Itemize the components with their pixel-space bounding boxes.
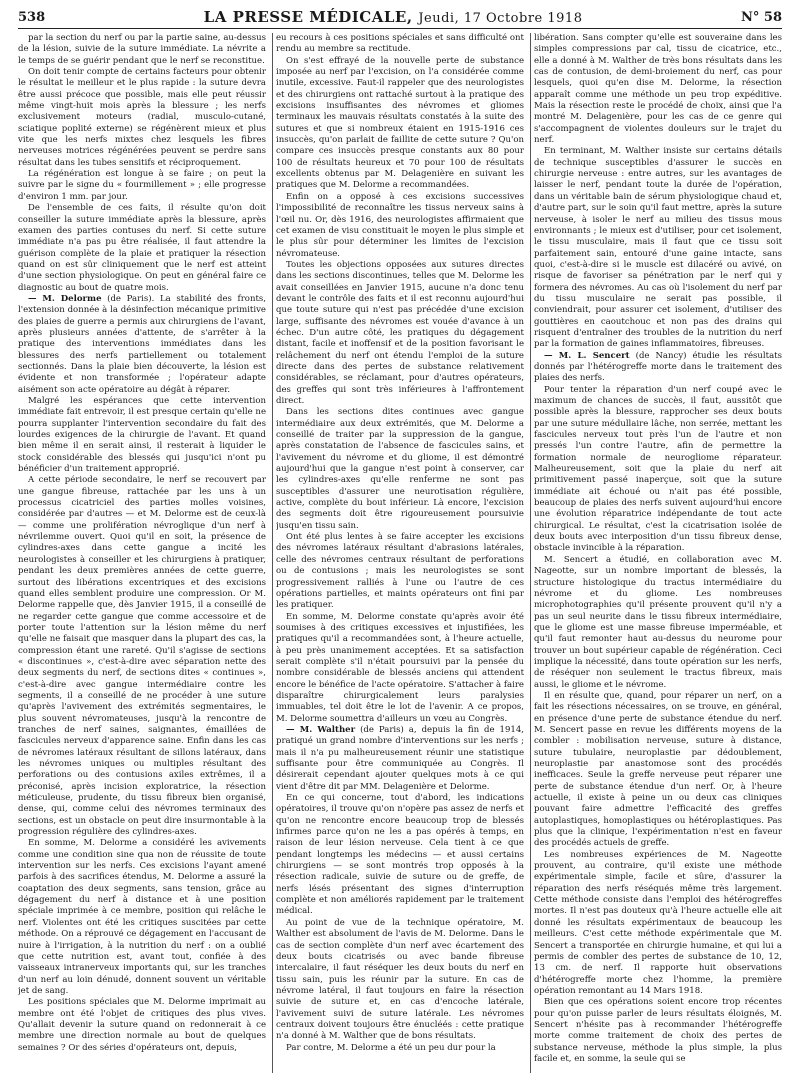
paragraph-text: M. Sencert a étudié, en collaboration avec M. Nageotte, sur un nombre important de blessés, la structure histologique du tractus intermédiaire du névrome et du gliome. Les nombreuses microphotographies qu'il présente prouvent qu'il n'y a pas un seul neurite dans le tissu fibreux intermédiaire, que le gliome est une masse fibreuse imperméable, et qu'il faut remonter haut au-dessus du neurome pour trouver un bout supérieur capable de régénération. Ceci implique la nécessité, dans toute opération sur les nerfs, de réséquer non seulement le tractus fibreux, mais aussi, le gliome et le névrome.: [534, 554, 782, 690]
paragraph-text: (de Paris) a, depuis la fin de 1914, pratiqué un grand nombre d'interventions sur les nerfs ; mais il n'a pu malheureusement réunir une statistique suffisante pour être communiquée au Congrès. Il désirerait cependant ajouter quelques mots à ce qui vient d'être dit par MM. Delagenière et Delorme.: [276, 724, 524, 792]
paragraph-text: Par contre, M. Delorme a été un peu dur pour la: [286, 1042, 496, 1053]
journal-title: LA PRESSE MÉDICALE,: [203, 8, 413, 26]
paragraph: [534, 351, 782, 385]
paragraph-text: Les positions spéciales que M. Delorme imprimait au membre ont été l'objet de critiques des plus vives. Qu'allait devenir la suture quand on redonnerait à ce membre une direction normale au bout de quelques semaines ? Or des séries d'opérateurs ont, depuis,: [18, 997, 266, 1053]
paragraph-text: En somme, M. Delorme constate qu'après avoir été soumises à des critiques excessives et injustifiées, les pratiques qu'il a recommandées sont, à l'heure actuelle, à peu près unanimement acceptées. Et sa satisfaction serait complète s'il n'était poursuivi par la pensée du nombre considérable de blessés anciens qui attendent encore le bénéfice de l'acte opératoire. S'attacher à faire disparaître chirurgicalement leurs paralysies immuables, tel doit être le lot de l'avenir. A ce propos, M. Delorme soumettra d'ailleurs un vœu au Congrès.: [276, 611, 524, 724]
paragraph-text: Il en résulte que, quand, pour réparer un nerf, on a fait les résections nécessaires, on se trouve, en général, en présence d'une perte de substance étendue du nerf. M. Sencert passe en revue les différents moyens de la combler : mobilisation nerveuse, suture à distance, suture tubulaire, neuroplastie par dédoublement, neuroplastie par anastomose sont des procédés inefficaces. Seule la greffe nerveuse peut réparer une perte de substance étendue d'un nerf. Or, à l'heure actuelle, il existe à peine un ou deux cas cliniques pouvant faire admettre l'efficacité des greffes autoplastiques, homoplastiques ou hétéroplastiques. Pas plus que la clinique, l'expérimentation n'est en faveur des procédés actuels de greffe.: [534, 690, 782, 849]
paragraph-text: La régénération est longue à se faire ; on peut la suivre par le signe du « fourmillement » ; elle progresse d'environ 1 mm. par jour.: [18, 169, 266, 202]
paragraph-text: Au point de vue de la technique opératoire, M. Walther est absolument de l'avis de M. Delorme. Dans le cas de section complète d'un nerf avec écartement des deux bouts cicatrisés ou avec bande fibreuse intercalaire, il faut réséquer les deux bouts du nerf en tissu sain, puis les réunir par la suture. En cas de névrome latéral, il faut toujours en faire la résection suivie de suture et, en cas d'encoche latérale, l'avivement suivi de suture latérale. Les névromes centraux doivent toujours être énucléés : cette pratique n'a donné à M. Walther que de bons résultats.: [276, 917, 524, 1042]
paragraph: [276, 407, 524, 532]
column-1: [18, 33, 266, 1075]
paragraph: [276, 192, 524, 260]
paragraph: [534, 691, 782, 850]
paragraph-text: On s'est effrayé de la nouvelle perte de substance imposée au nerf par l'excision, on l'a considérée comme inutile, excessive. Faut-il rappeler que des neurologistes et des chirurgiens ont rattaché surtout à la pratique des excisions insuffisantes des névromes et gliomes terminaux les mauvais résultats constatés à la suite des sutures et que si nombreux étaient en 1915-1916 ces insuccès, qu'on parlait de faillite de cette suture ? Qu'on compare ces insuccès presque constants aux 80 pour 100 de résultats heureux et 70 pour 100 de résultats excellents obtenus par M. Delagenière en suivant les pratiques que M. Delorme a recommandées.: [276, 55, 524, 191]
paragraph-text: Bien que ces opérations soient encore trop récentes pour qu'on puisse parler de leurs résultats éloignés, M. Sencert n'hésite pas à recommander l'hétérogreffe morte comme traitement de choix des pertes de substance nerveuse, méthode la plus simple, la plus facile et, en somme, la seule qui se: [534, 997, 782, 1064]
paragraph-text: Pour tenter la réparation d'un nerf coupé avec le maximum de chances de succès, il faut, aussitôt que possible après la blessure, rapprocher ses deux bouts par une suture médullaire lâche, non serrée, mettant les fascicules nerveux tout près l'un de l'autre et non pressés l'un contre l'autre, afin de permettre la formation normale de neurogliome réparateur. Malheureusement, soit que la plaie du nerf ait primitivement passé inaperçue, soit que la suture immédiate ait échoué ou n'ait pas été possible, beaucoup de plaies des nerfs suivent aujourd'hui encore une évolution réparatrice indépendante de tout acte chirurgical. Le résultat, c'est la cicatrisation isolée de deux bouts avec interposition d'un tissu fibreux dense, obstacle invincible à la réparation.: [534, 384, 782, 554]
speaker-name: — M. Delorme: [28, 293, 102, 304]
paragraph-text: De l'ensemble de ces faits, il résulte qu'on doit conseiller la suture immédiate après la blessure, après examen des parties contuses du nerf. Si cette suture immédiate n'a pas pu être réalisée, il faut attendre la guérison complète de la plaie et pratiquer la résection quand on est sûr cliniquement que le nerf est atteint d'une section physiologique. On peut en général faire ce diagnostic au bout de quatre mois.: [18, 203, 266, 293]
issue-date: Jeudi, 17 Octobre 1918: [418, 11, 583, 26]
paragraph: [534, 33, 782, 146]
article-body: [18, 33, 782, 1075]
paragraph: [18, 294, 266, 396]
running-title: [204, 8, 583, 26]
paragraph-text: eu recours à ces positions spéciales et sans difficulté ont rendu au membre sa rectitude.: [276, 33, 524, 55]
paragraph: [276, 612, 524, 725]
paragraph-text: En ce qui concerne, tout d'abord, les indications opératoires, il trouve qu'on n'opère pas assez de nerfs et qu'on ne rencontre encore beaucoup trop de blessés infirmes parce qu'on ne les a pas opérés à temps, en raison de leur lésion nerveuse. Cela tient à ce que pendant longtemps les médecins — et aussi certains chirurgiens — se sont montrés trop opposés à la résection radicale, suivie de suture ou de greffe, de nerfs lésés présentant des signes d'interruption complète et non améliorés rapidement par le traitement médical.: [276, 793, 524, 917]
paragraph-text: Dans les sections dites continues avec gangue intermédiaire aux deux extrémités, que M. Delorme a conseillé de traiter par la suppression de la gangue, après constatation de l'absence de fascicules sains, et l'avivement du névrome et du gliome, il est démontré aujourd'hui que la gangue n'est point à conserver, car les cylindres-axes qu'elle renferme ne sont pas susceptibles d'assurer une neurotisation régulière, active, complète du bout inférieur. Là encore, l'excision des segments doit être rigoureusement poursuivie jusqu'en tissu sain.: [276, 407, 524, 531]
page-number: 538: [18, 9, 46, 25]
paragraph: [276, 725, 524, 793]
paragraph-text: En somme, M. Delorme a considéré les avivements comme une condition sine qua non de réussite de toute intervention sur les nerfs. Ces excisions l'ayant amené parfois à des sacrifices étendus, M. Delorme a assuré la coaptation des deux segments, sans tension, grâce au dégagement du nerf à distance et à une position spéciale imprimée à ce membre, position qui relâche le nerf. Violentes ont été les critiques suscitées par cette méthode. On a réprouvé ce dégagement en l'accusant de nuire à l'irrigation, à la nutrition du nerf : on a oublié que cette nutrition est, avant tout, confiée à des vaisseaux intranerveux importants qui, sur les tranches d'un nerf au loin dénudé, donnent souvent un véritable jet de sang.: [18, 838, 266, 996]
paragraph: [534, 997, 782, 1065]
paragraph: [534, 146, 782, 350]
paragraph: [18, 169, 266, 203]
paragraph: [18, 475, 266, 838]
paragraph: [18, 33, 266, 67]
paragraph-text: En terminant, M. Walther insiste sur certains détails de technique susceptibles d'assurer le succès en chirurgie nerveuse : entre autres, sur les avantages de laisser le nerf, pendant toute la durée de l'opération, dans un véritable bain de sérum physiologique chaud et, d'autre part, sur le soin qu'il faut mettre, après la suture nerveuse, à isoler le nerf au milieu des tissus mous environnants ; le mieux est d'utiliser, pour cet isolement, le tissu musculaire, mais il faut que ce tissu soit parfaitement sain, entouré d'une gaine intacte, sans quoi, c'est-à-dire si le muscle est dilacéré ou avivé, on risque de favoriser sa pénétration par le nerf qui y formera des névromes. Au cas où l'isolement du nerf par du tissu musculaire ne serait pas possible, il conviendrait, pour assurer cet isolement, d'utiliser des gouttières en caoutchouc et non pas des drains qui risquent d'entraîner des troubles de la nutrition du nerf par la formation de gaines inflammatoires, fibreuses.: [534, 146, 782, 350]
column-2: [276, 33, 524, 1075]
speaker-name: — M. L. Sencert: [544, 350, 630, 361]
paragraph-text: Enfin on a opposé à ces excisions successives l'impossibilité de reconnaître les tissus nerveux sains à l'œil nu. Or, dès 1916, des neurologistes affirmaient que cet examen de visu constituait le moyen le plus simple et le plus sûr pour déterminer les limites de l'excision névromateuse.: [276, 191, 524, 259]
paragraph: [18, 67, 266, 169]
paragraph: [18, 838, 266, 997]
paragraph: [534, 850, 782, 997]
paragraph-text: Toutes les objections opposées aux sutures directes dans les sections discontinues, telles que M. Delorme les avait conseillées en Janvier 1915, aucune n'a donc tenu devant le contrôle des faits et il est reconnu aujourd'hui que toute suture qui n'est pas précédée d'une excision large, suffisante des névromes est vouée d'avance à un échec. D'un autre côté, les pratiques du dégagement distant, facile et inoffensif et de la position favorisant le relâchement du nerf ont étendu l'emploi de la suture directe dans des pertes de substance relativement considérables, se réclamant, pour d'autres opérateurs, des greffes qui sont très inférieures à l'affrontement direct.: [276, 259, 524, 406]
paragraph: [18, 203, 266, 294]
paragraph-text: Les nombreuses expériences de M. Nageotte prouvent, au contraire, qu'il existe une méthode expérimentale simple, facile et sûre, d'assurer la réparation des nerfs réséqués même très largement. Cette méthode consiste dans l'emploi des hétérogreffes mortes. Il n'est pas douteux qu'à l'heure actuelle elle ait donné les résultats expérimentaux de beaucoup les meilleurs. C'est cette méthode expérimentale que M. Sencert a transportée en chirurgie humaine, et qui lui a permis de combler des pertes de substance de 10, 12, 13 cm. de nerf. Il rapporte huit observations d'hétérogreffe morte chez l'homme, la première opération remontant au 14 Mars 1918.: [534, 849, 782, 996]
paragraph-text: Ont été plus lentes à se faire accepter les excisions des névromes latéraux résultant d'abrasions latérales, celle des névromes centraux résultant de perforations ou de contusions ; mais les neurologistes se sont progressivement ralliés à l'une ou l'autre de ces opérations partielles, et maints opérateurs ont fini par les pratiquer.: [276, 532, 524, 611]
paragraph: [534, 555, 782, 691]
paragraph-text: A cette période secondaire, le nerf se recouvert par une gangue fibreuse, rattachée par les uns à un processus cicatriciel des parties molles voisines, considérée par d'autres — et M. Delorme est de ceux-là — comme une prolifération névroglique d'un nerf à névrilemme ouvert. Quoi qu'il en soit, la présence de cylindres-axes dans cette gangue a incité les neurologistes à conseiller et les chirurgiens à pratiquer, pendant les deux premières années de cette guerre, surtout des libérations excentriques et des excisions quand elles semblent produire une compression. Or M. Delorme rappelle que, dès Janvier 1915, il a conseillé de ne regarder cette gangue que comme accessoire et de porter toute l'attention sur la lésion même du nerf qu'elle ne faisait que masquer dans la plupart des cas, la compression étant une rareté. Qu'il s'agisse de sections « discontinues », c'est-à-dire avec séparation nette des deux segments du nerf, de sections dites « continues », c'est-à-dire avec gangue intermédiaire contre les segments, il a conseillé de ne procéder à une suture qu'après l'avivement des extrémités segmentaires, le plus souvent névromateuses, jusqu'à la rencontre de tranches de nerf saines, saignantes, émaillées de fascicules nerveux d'apparence saine. Enfin dans les cas de névromes latéraux résultant de sillons latéraux, dans les névromes uniques ou multiples résultant des perforations ou des contusions axiles extrêmes, il a préconisé, après incision exploratrice, la résection méticuleuse, prudente, du tissu fibreux bien organisé, dense, qui, comme celui des névromes terminaux des sections, est un obstacle on peut dire insurmontable à la progression régulière des cylindres-axes.: [18, 475, 266, 838]
paragraph: [276, 1043, 524, 1054]
column-3: [534, 33, 782, 1075]
paragraph: [276, 793, 524, 918]
page-header: [18, 6, 782, 29]
speaker-name: — M. Walther: [286, 724, 356, 735]
paragraph: [534, 385, 782, 555]
paragraph: [276, 260, 524, 407]
paragraph: [276, 33, 524, 56]
paragraph: [18, 997, 266, 1054]
paragraph: [276, 56, 524, 192]
paragraph-text: par la section du nerf ou par la partie saine, au-dessus de la lésion, suivie de la suture immédiate. La névrite a le temps de se guérir pendant que le nerf se reconstitue.: [18, 33, 266, 66]
paragraph: [276, 918, 524, 1043]
issue-number: N° 58: [741, 9, 782, 25]
paragraph-text: On doit tenir compte de certains facteurs pour obtenir le résultat le meilleur et le plus rapide : la suture devra être aussi précoce que possible, mais elle peut réussir même vingt-huit mois après la blessure ; les nerfs exclusivement moteurs (radial, musculo-cutané, sciatique poplité externe) se régénèrent mieux et plus vite que les nerfs mixtes chez lesquels les fibres nerveuses motrices régénérées peuvent se perdre sans résultat dans les tubes sensitifs et réciproquement.: [18, 67, 266, 168]
paragraph: [18, 396, 266, 475]
paragraph-text: (de Nancy) étudie les résultats donnés par l'hétérogreffe morte dans le traitement des plaies des nerfs.: [534, 350, 782, 384]
paragraph-text: libération. Sans compter qu'elle est souveraine dans les simples compressions par cal, tissu de cicatrice, etc., elle a donné à M. Walther de très bons résultats dans les cas de contusion, de demi-broiement du nerf, cas pour lesquels, quoi qu'en dise M. Delorme, la résection apparaît comme une méthode un peu trop expéditive. Mais la résection reste le procédé de choix, ainsi que l'a montré M. Delagenière, pour les cas de ce genre qui s'accompagnent de violentes douleurs sur le trajet du nerf.: [534, 33, 782, 146]
paragraph-text: (de Paris). La stabilité des fronts, l'extension donnée à la désinfection mécanique primitive des plaies de guerre a permis aux chirurgiens de l'avant, après plusieurs années d'attente, de s'arrêter à la pratique des interventions immédiates dans les blessures des nerfs partiellement ou totalement sectionnés. Dans la plaie bien découverte, la lésion est évidente et non transformée ; l'opérateur adapte aisément son acte opératoire au dégât à réparer.: [18, 293, 266, 395]
paragraph-text: Malgré les espérances que cette intervention immédiate fait entrevoir, il est presque certain qu'elle ne pourra supplanter l'intervention secondaire du fait des lourdes exigences de la chirurgie de l'avant. Et quand bien même il en serait ainsi, il resterait à liquider le stock considérable des blessés qui jusqu'ici n'ont pu bénéficier d'un traitement approprié.: [18, 396, 266, 475]
paragraph: [276, 532, 524, 611]
